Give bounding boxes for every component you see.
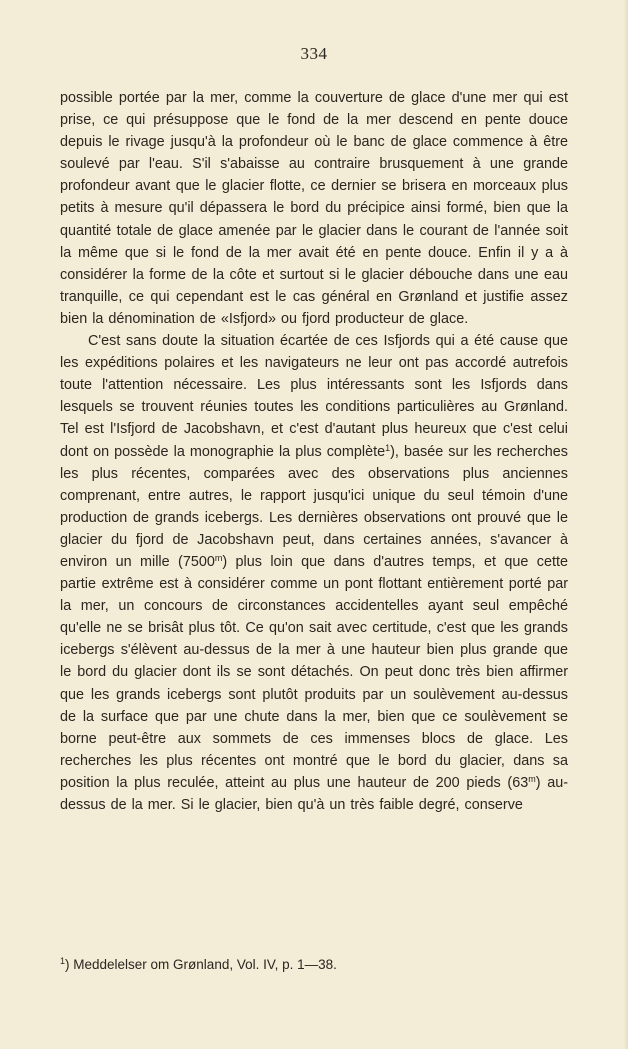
page-number: 334 [300,44,328,63]
paragraph-2-part-3: ) plus loin que dans d'autres temps, et que cette partie extrême est à considérer comme un pont flottant entièrement porté par la mer, un concours de circonstances accidentelles ayant seul empêché qu'elle ne se brisât plus tôt. Ce qu'on sait avec certitude, c'est que les grands icebergs s'élèvent au-dessus de la mer à une hauteur bien plus grande que le bord du glacier dont ils se sont détachés. On peut donc très bien affirmer que les grands icebergs sont plutôt produits par un soulèvement au-dessus de la surface que par une chute dans la mer, bien que ce soulèvement se borne peut-être aux sommets de ces immenses blocs de glace. Les recherches les plus récentes ont montré que le bord du glacier, dans sa position la plus reculée, atteint au plus une hauteur de 200 pieds (63 [60,553,569,791]
unit-superscript: m [214,552,223,563]
main-text [60,87,568,816]
paragraph-2-part-1: C'est sans doute la situation écartée de ces Isfjords qui a été cause que les expéditions polaires et les navigateurs ne leur ont pas accordé autrefois toute l'attention nécessaire. Les plus intéressants sont les Isfjords dans lesquels se trouvent réunies toutes les conditions particulières au Grønland. Tel est l'Isfjord de Jacobshavn, et c'est d'autant plus heureux que c'est celui dont on possède la monographie la plus complète [60,333,568,460]
page-edge [624,0,628,1049]
footnote-reference: 1 [385,442,391,453]
paragraph-2-part-2: ), basée sur les recherches les plus récentes, comparées avec des observations plus anciennes comprenant, entre autres, le rapport jusqu'ici unique du seul témoin d'une production de grands icebergs. Les dernières observations ont prouvé que le glacier du fjord de Jacobshavn peut, dans certaines années, s'avancer à environ un mille (7500 [60,443,568,570]
footnote [60,956,568,974]
footnote-separator [60,937,210,938]
paragraph-2-part-4: ) au-dessus de la mer. Si le glacier, bien qu'à un très faible degré, conserve [60,774,568,813]
unit-superscript: m [528,773,536,784]
footnote-text: ) Meddelelser om Grønland, Vol. IV, p. 1—38. [65,957,337,972]
footnote-mark: 1 [60,956,66,966]
paragraph-1: possible portée par la mer, comme la couverture de glace d'une mer qui est prise, ce qui présuppose que le fond de la mer descend en pente douce depuis le rivage jusqu'à la profondeur où le banc de glace commence à être soulevé par l'eau. S'il s'abaisse au contraire brusquement à une grande profondeur avant que le glacier flotte, ce dernier se brisera en morceaux plus petits à mesure qu'il dépassera le bord du précipice ainsi formé, bien que la quantité totale de glace amenée par le glacier dans le courant de l'année soit la même que si le fond de la mer avait été en pente douce. Enfin il y a à considérer la forme de la côte et surtout si le glacier débouche dans une eau tranquille, ce qui cependant est le cas général en Grønland et justifie assez bien la dénomination de «Isfjord» ou fjord producteur de glace. [60,90,568,327]
paragraph-2 [60,330,568,816]
